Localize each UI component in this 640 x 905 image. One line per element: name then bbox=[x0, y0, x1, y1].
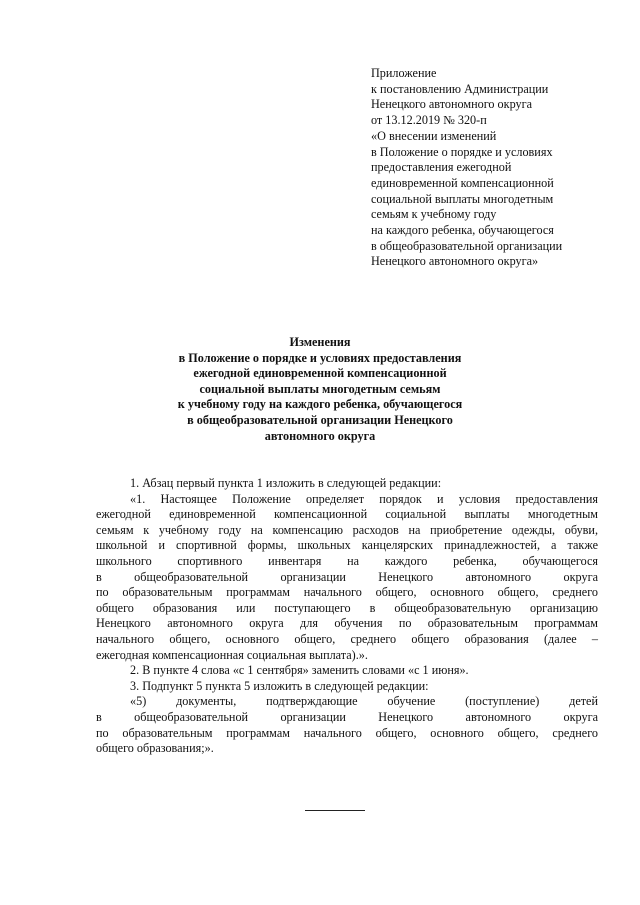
body-line: «5) документы, подтверждающие обучение (поступление) детей bbox=[130, 694, 598, 709]
title-line: в Положение о порядке и условиях предоставления bbox=[178, 350, 462, 365]
body-line: по образовательным программам начального общего, основного общего, среднего bbox=[96, 585, 598, 600]
title-line: автономного округа bbox=[264, 428, 376, 443]
title-line: социальной выплаты многодетным семьям bbox=[199, 381, 441, 396]
appendix-line: Ненецкого автономного округа» bbox=[371, 254, 539, 269]
appendix-line: «О внесении изменений bbox=[371, 128, 497, 143]
body-line: ежегодная компенсационная социальная выплата).». bbox=[96, 647, 368, 662]
appendix-line: в Положение о порядке и условиях bbox=[371, 144, 553, 159]
body-line: ежегодной единовременной компенсационной социальной выплаты многодетным bbox=[96, 507, 598, 522]
appendix-line: единовременной компенсационной bbox=[371, 175, 554, 190]
appendix-line: от 13.12.2019 № 320-п bbox=[371, 113, 487, 128]
body-line: начального общего, основного общего, среднего общего образования (далее – bbox=[96, 631, 598, 646]
body-line: «1. Настоящее Положение определяет порядок и условия предоставления bbox=[130, 491, 598, 506]
body-line: школьного спортивного инвентаря на каждого ребенка, обучающегося bbox=[96, 553, 598, 568]
body-line: по образовательным программам начального общего, основного общего, среднего bbox=[96, 725, 598, 740]
body-line: школьной и спортивной формы, школьных канцелярских принадлежностей, а также bbox=[96, 538, 598, 553]
appendix-line: Ненецкого автономного округа bbox=[371, 97, 533, 112]
title-line: ежегодной единовременной компенсационной bbox=[193, 366, 447, 381]
appendix-line: на каждого ребенка, обучающегося bbox=[371, 223, 554, 238]
body-line: общего образования;». bbox=[96, 741, 214, 756]
title-line: Изменения bbox=[289, 335, 351, 349]
appendix-line: социальной выплаты многодетным bbox=[371, 191, 554, 206]
body-line: 2. В пункте 4 слова «с 1 сентября» заменить словами «с 1 июня». bbox=[130, 663, 469, 678]
appendix-line: семьям к учебному году bbox=[371, 207, 497, 222]
document-title bbox=[120, 335, 520, 444]
title-line: в общеобразовательной организации Ненецкого bbox=[187, 412, 453, 427]
appendix-header bbox=[371, 66, 621, 270]
body-line: 1. Абзац первый пункта 1 изложить в следующей редакции: bbox=[130, 476, 442, 490]
appendix-line: к постановлению Администрации bbox=[371, 81, 549, 96]
body-line: 3. Подпункт 5 пункта 5 изложить в следующей редакции: bbox=[130, 678, 429, 693]
appendix-line: в общеобразовательной организации bbox=[371, 238, 563, 253]
appendix-line: предоставления ежегодной bbox=[371, 160, 512, 175]
body-line: Ненецкого автономного округа для обучения по образовательным программам bbox=[96, 616, 598, 631]
title-line: к учебному году на каждого ребенка, обучающегося bbox=[177, 397, 463, 412]
body-line: в общеобразовательной организации Ненецкого автономного округа bbox=[96, 709, 598, 724]
body-line: в общеобразовательной организации Ненецкого автономного округа bbox=[96, 569, 598, 584]
body-line: семьям к учебному году на компенсацию расходов на приобретение одежды, обуви, bbox=[96, 522, 598, 537]
document-body bbox=[96, 476, 598, 757]
closing-separator-line bbox=[305, 810, 365, 811]
body-line: общего образования или поступающего в общеобразовательную организацию bbox=[96, 600, 598, 615]
appendix-line: Приложение bbox=[371, 66, 437, 80]
